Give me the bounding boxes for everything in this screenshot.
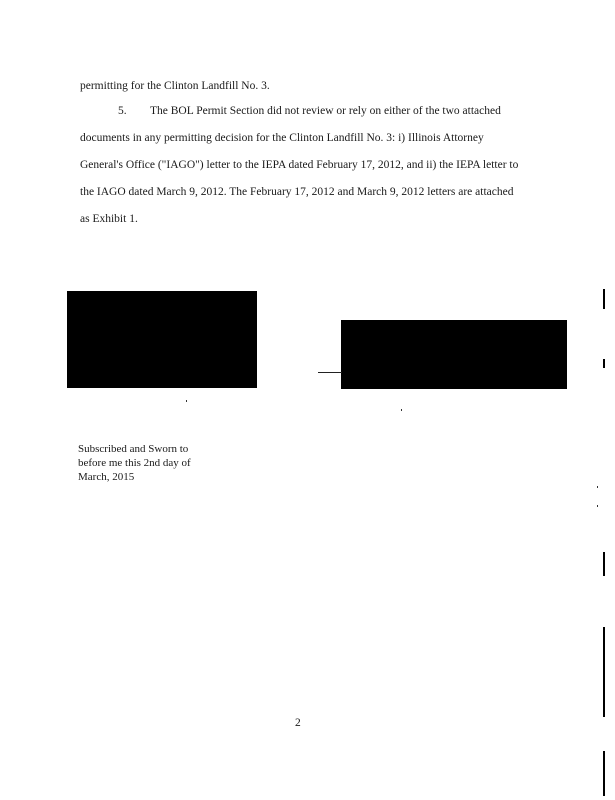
scan-speck (597, 505, 598, 507)
paragraph-number: 5. (118, 105, 127, 117)
scan-speck (597, 486, 598, 488)
signature-line (318, 372, 342, 373)
body-line-5: the IAGO dated March 9, 2012. The February 17, 2012 and March 9, 2012 letters are attached (80, 186, 514, 198)
scan-edge-mark (603, 751, 605, 796)
scan-edge-mark (603, 289, 605, 309)
body-line-2: The BOL Permit Section did not review or rely on either of the two attached (150, 105, 501, 117)
notary-line-2: before me this 2nd day of (78, 457, 191, 469)
scan-edge-mark (603, 552, 605, 576)
notary-line-1: Subscribed and Sworn to (78, 443, 189, 455)
body-line-4: General's Office ("IAGO") letter to the IEPA dated February 17, 2012, and ii) the IEPA letter to (80, 159, 519, 171)
body-line-6: as Exhibit 1. (80, 213, 138, 225)
body-line-1: permitting for the Clinton Landfill No. 3. (80, 80, 270, 92)
scan-edge-mark (603, 359, 605, 368)
redaction-block-right (341, 320, 567, 389)
body-line-3: documents in any permitting decision for the Clinton Landfill No. 3: i) Illinois Attorney (80, 132, 484, 144)
page-number: 2 (295, 717, 301, 729)
scan-speck (186, 400, 187, 402)
scan-edge-mark (603, 627, 605, 717)
notary-line-3: March, 2015 (78, 471, 135, 483)
redaction-block-left (67, 291, 257, 388)
scan-speck (401, 409, 402, 411)
